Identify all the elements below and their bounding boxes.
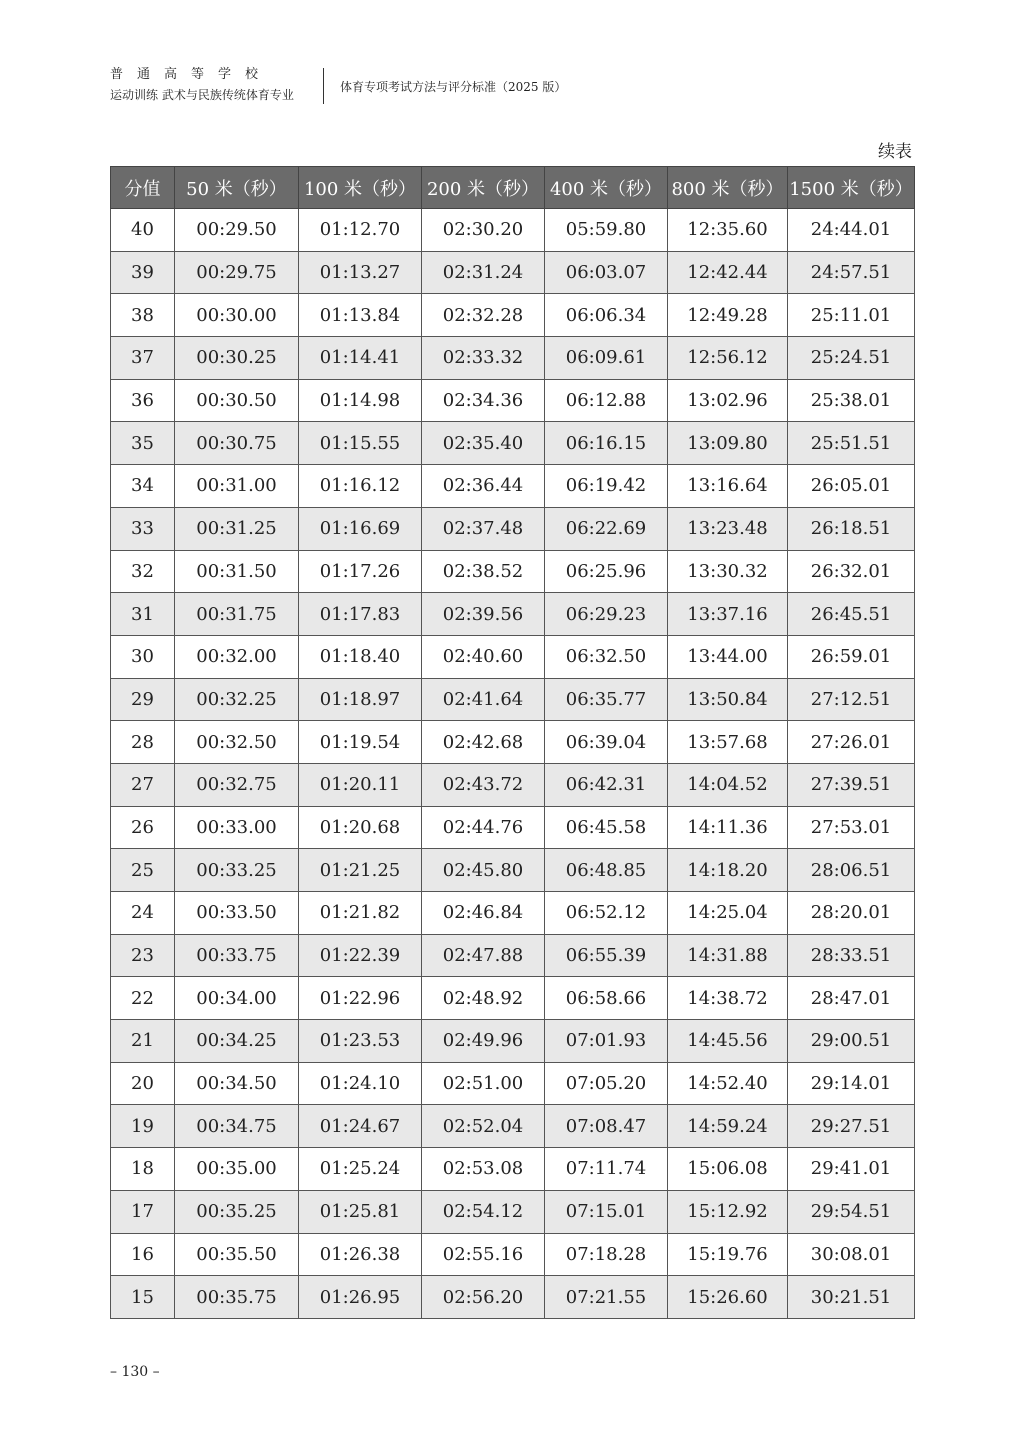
table-row [111, 635, 915, 678]
table-row [111, 337, 915, 380]
table-row [111, 892, 915, 935]
time-cell: 13:16.64 [668, 465, 788, 508]
time-cell: 00:30.75 [175, 422, 299, 465]
time-cell: 07:21.55 [545, 1276, 668, 1319]
score-cell: 31 [111, 593, 175, 636]
time-cell: 25:38.01 [788, 379, 915, 422]
time-cell: 06:29.23 [545, 593, 668, 636]
score-cell: 30 [111, 635, 175, 678]
table-row [111, 1020, 915, 1063]
time-cell: 26:45.51 [788, 593, 915, 636]
time-cell: 15:19.76 [668, 1233, 788, 1276]
time-cell: 00:29.50 [175, 209, 299, 252]
time-cell: 02:55.16 [422, 1233, 545, 1276]
time-cell: 13:37.16 [668, 593, 788, 636]
time-cell: 29:00.51 [788, 1020, 915, 1063]
score-cell: 19 [111, 1105, 175, 1148]
time-cell: 06:09.61 [545, 337, 668, 380]
time-cell: 14:25.04 [668, 892, 788, 935]
time-cell: 15:06.08 [668, 1148, 788, 1191]
time-cell: 06:45.58 [545, 806, 668, 849]
score-cell: 22 [111, 977, 175, 1020]
time-cell: 06:03.07 [545, 251, 668, 294]
time-cell: 06:55.39 [545, 934, 668, 977]
table-row [111, 465, 915, 508]
time-cell: 25:24.51 [788, 337, 915, 380]
table-row [111, 849, 915, 892]
time-cell: 05:59.80 [545, 209, 668, 252]
table-row [111, 507, 915, 550]
time-cell: 01:16.69 [299, 507, 422, 550]
time-cell: 15:26.60 [668, 1276, 788, 1319]
column-header-100m: 100 米（秒） [299, 167, 422, 209]
time-cell: 29:41.01 [788, 1148, 915, 1191]
time-cell: 01:14.98 [299, 379, 422, 422]
time-cell: 14:52.40 [668, 1062, 788, 1105]
score-cell: 23 [111, 934, 175, 977]
time-cell: 12:56.12 [668, 337, 788, 380]
time-cell: 01:18.97 [299, 678, 422, 721]
table-row [111, 209, 915, 252]
time-cell: 06:39.04 [545, 721, 668, 764]
header-institution: 普通高等学校 [110, 67, 273, 82]
time-cell: 06:12.88 [545, 379, 668, 422]
time-cell: 02:44.76 [422, 806, 545, 849]
time-cell: 01:22.39 [299, 934, 422, 977]
time-cell: 06:32.50 [545, 635, 668, 678]
time-cell: 24:57.51 [788, 251, 915, 294]
time-cell: 29:14.01 [788, 1062, 915, 1105]
time-cell: 00:30.25 [175, 337, 299, 380]
time-cell: 13:09.80 [668, 422, 788, 465]
time-cell: 12:35.60 [668, 209, 788, 252]
table-row [111, 379, 915, 422]
score-cell: 21 [111, 1020, 175, 1063]
time-cell: 02:56.20 [422, 1276, 545, 1319]
time-cell: 01:23.53 [299, 1020, 422, 1063]
time-cell: 00:34.50 [175, 1062, 299, 1105]
time-cell: 00:30.00 [175, 294, 299, 337]
table-row [111, 1190, 915, 1233]
time-cell: 02:30.20 [422, 209, 545, 252]
time-cell: 01:22.96 [299, 977, 422, 1020]
time-cell: 30:21.51 [788, 1276, 915, 1319]
score-cell: 34 [111, 465, 175, 508]
time-cell: 30:08.01 [788, 1233, 915, 1276]
time-cell: 00:33.25 [175, 849, 299, 892]
score-cell: 27 [111, 763, 175, 806]
score-cell: 25 [111, 849, 175, 892]
time-cell: 06:22.69 [545, 507, 668, 550]
score-cell: 26 [111, 806, 175, 849]
time-cell: 06:58.66 [545, 977, 668, 1020]
time-cell: 02:41.64 [422, 678, 545, 721]
time-cell: 07:01.93 [545, 1020, 668, 1063]
time-cell: 00:35.00 [175, 1148, 299, 1191]
time-cell: 25:11.01 [788, 294, 915, 337]
time-cell: 00:32.00 [175, 635, 299, 678]
score-cell: 28 [111, 721, 175, 764]
time-cell: 13:57.68 [668, 721, 788, 764]
time-cell: 00:35.75 [175, 1276, 299, 1319]
time-cell: 06:48.85 [545, 849, 668, 892]
time-cell: 01:21.25 [299, 849, 422, 892]
table-row [111, 977, 915, 1020]
time-cell: 02:51.00 [422, 1062, 545, 1105]
table-row [111, 934, 915, 977]
score-table [110, 166, 915, 1319]
score-cell: 36 [111, 379, 175, 422]
time-cell: 02:32.28 [422, 294, 545, 337]
score-cell: 24 [111, 892, 175, 935]
time-cell: 13:50.84 [668, 678, 788, 721]
column-header-200m: 200 米（秒） [422, 167, 545, 209]
time-cell: 13:44.00 [668, 635, 788, 678]
table-row [111, 1062, 915, 1105]
time-cell: 02:39.56 [422, 593, 545, 636]
time-cell: 27:12.51 [788, 678, 915, 721]
time-cell: 02:49.96 [422, 1020, 545, 1063]
time-cell: 15:12.92 [668, 1190, 788, 1233]
score-cell: 37 [111, 337, 175, 380]
time-cell: 14:38.72 [668, 977, 788, 1020]
header-major: 运动训练 武术与民族传统体育专业 [110, 88, 294, 102]
time-cell: 01:24.10 [299, 1062, 422, 1105]
score-cell: 17 [111, 1190, 175, 1233]
table-row [111, 1276, 915, 1319]
time-cell: 00:34.25 [175, 1020, 299, 1063]
time-cell: 00:33.50 [175, 892, 299, 935]
time-cell: 26:32.01 [788, 550, 915, 593]
time-cell: 00:34.00 [175, 977, 299, 1020]
header-divider [323, 68, 324, 104]
time-cell: 01:17.83 [299, 593, 422, 636]
time-cell: 27:53.01 [788, 806, 915, 849]
time-cell: 28:20.01 [788, 892, 915, 935]
score-cell: 32 [111, 550, 175, 593]
time-cell: 14:11.36 [668, 806, 788, 849]
time-cell: 26:18.51 [788, 507, 915, 550]
time-cell: 01:13.27 [299, 251, 422, 294]
time-cell: 26:59.01 [788, 635, 915, 678]
time-cell: 01:26.38 [299, 1233, 422, 1276]
time-cell: 02:38.52 [422, 550, 545, 593]
time-cell: 13:02.96 [668, 379, 788, 422]
time-cell: 14:45.56 [668, 1020, 788, 1063]
score-cell: 40 [111, 209, 175, 252]
time-cell: 02:54.12 [422, 1190, 545, 1233]
time-cell: 00:30.50 [175, 379, 299, 422]
time-cell: 06:52.12 [545, 892, 668, 935]
score-cell: 35 [111, 422, 175, 465]
time-cell: 02:52.04 [422, 1105, 545, 1148]
table-row [111, 294, 915, 337]
time-cell: 01:16.12 [299, 465, 422, 508]
time-cell: 00:31.25 [175, 507, 299, 550]
time-cell: 02:34.36 [422, 379, 545, 422]
time-cell: 02:45.80 [422, 849, 545, 892]
time-cell: 06:06.34 [545, 294, 668, 337]
time-cell: 07:15.01 [545, 1190, 668, 1233]
time-cell: 00:32.50 [175, 721, 299, 764]
time-cell: 01:24.67 [299, 1105, 422, 1148]
table-row [111, 1105, 915, 1148]
time-cell: 29:54.51 [788, 1190, 915, 1233]
time-cell: 02:35.40 [422, 422, 545, 465]
time-cell: 00:35.50 [175, 1233, 299, 1276]
time-cell: 01:25.24 [299, 1148, 422, 1191]
time-cell: 29:27.51 [788, 1105, 915, 1148]
time-cell: 02:31.24 [422, 251, 545, 294]
time-cell: 12:42.44 [668, 251, 788, 294]
time-cell: 14:04.52 [668, 763, 788, 806]
time-cell: 01:15.55 [299, 422, 422, 465]
column-header-800m: 800 米（秒） [668, 167, 788, 209]
table-row [111, 593, 915, 636]
time-cell: 02:42.68 [422, 721, 545, 764]
time-cell: 06:25.96 [545, 550, 668, 593]
time-cell: 24:44.01 [788, 209, 915, 252]
time-cell: 01:17.26 [299, 550, 422, 593]
time-cell: 02:36.44 [422, 465, 545, 508]
table-body [111, 209, 915, 1319]
time-cell: 14:31.88 [668, 934, 788, 977]
time-cell: 00:33.75 [175, 934, 299, 977]
column-header-score: 分值 [111, 167, 175, 209]
table-row [111, 678, 915, 721]
time-cell: 00:32.25 [175, 678, 299, 721]
table-row [111, 1233, 915, 1276]
table-row [111, 806, 915, 849]
header-title: 体育专项考试方法与评分标准（2025 版） [340, 80, 567, 94]
score-cell: 16 [111, 1233, 175, 1276]
time-cell: 28:47.01 [788, 977, 915, 1020]
table-header-row [111, 167, 915, 209]
time-cell: 00:34.75 [175, 1105, 299, 1148]
continued-label: 续表 [878, 142, 912, 162]
time-cell: 07:05.20 [545, 1062, 668, 1105]
table-row [111, 763, 915, 806]
page-number: – 130 – [110, 1364, 160, 1380]
time-cell: 01:26.95 [299, 1276, 422, 1319]
time-cell: 00:31.00 [175, 465, 299, 508]
time-cell: 14:59.24 [668, 1105, 788, 1148]
time-cell: 13:30.32 [668, 550, 788, 593]
score-cell: 18 [111, 1148, 175, 1191]
header-left [110, 66, 310, 104]
time-cell: 06:16.15 [545, 422, 668, 465]
time-cell: 02:37.48 [422, 507, 545, 550]
time-cell: 07:18.28 [545, 1233, 668, 1276]
time-cell: 02:48.92 [422, 977, 545, 1020]
table-row [111, 1148, 915, 1191]
time-cell: 00:31.50 [175, 550, 299, 593]
time-cell: 12:49.28 [668, 294, 788, 337]
time-cell: 01:18.40 [299, 635, 422, 678]
time-cell: 02:43.72 [422, 763, 545, 806]
time-cell: 06:19.42 [545, 465, 668, 508]
time-cell: 01:12.70 [299, 209, 422, 252]
table-row [111, 422, 915, 465]
time-cell: 28:33.51 [788, 934, 915, 977]
time-cell: 27:26.01 [788, 721, 915, 764]
time-cell: 27:39.51 [788, 763, 915, 806]
time-cell: 02:40.60 [422, 635, 545, 678]
time-cell: 01:13.84 [299, 294, 422, 337]
time-cell: 01:25.81 [299, 1190, 422, 1233]
time-cell: 01:21.82 [299, 892, 422, 935]
time-cell: 14:18.20 [668, 849, 788, 892]
time-cell: 07:08.47 [545, 1105, 668, 1148]
table-row [111, 550, 915, 593]
time-cell: 00:29.75 [175, 251, 299, 294]
table-row [111, 721, 915, 764]
time-cell: 01:20.68 [299, 806, 422, 849]
score-cell: 20 [111, 1062, 175, 1105]
table-row [111, 251, 915, 294]
column-header-400m: 400 米（秒） [545, 167, 668, 209]
time-cell: 25:51.51 [788, 422, 915, 465]
score-cell: 38 [111, 294, 175, 337]
score-cell: 33 [111, 507, 175, 550]
time-cell: 28:06.51 [788, 849, 915, 892]
time-cell: 13:23.48 [668, 507, 788, 550]
time-cell: 00:33.00 [175, 806, 299, 849]
time-cell: 00:35.25 [175, 1190, 299, 1233]
time-cell: 01:14.41 [299, 337, 422, 380]
column-header-1500m: 1500 米（秒） [788, 167, 915, 209]
time-cell: 01:20.11 [299, 763, 422, 806]
time-cell: 07:11.74 [545, 1148, 668, 1191]
time-cell: 06:42.31 [545, 763, 668, 806]
time-cell: 02:47.88 [422, 934, 545, 977]
time-cell: 02:53.08 [422, 1148, 545, 1191]
time-cell: 02:33.32 [422, 337, 545, 380]
column-header-50m: 50 米（秒） [175, 167, 299, 209]
time-cell: 26:05.01 [788, 465, 915, 508]
time-cell: 06:35.77 [545, 678, 668, 721]
score-cell: 39 [111, 251, 175, 294]
time-cell: 02:46.84 [422, 892, 545, 935]
time-cell: 00:31.75 [175, 593, 299, 636]
time-cell: 00:32.75 [175, 763, 299, 806]
score-cell: 15 [111, 1276, 175, 1319]
time-cell: 01:19.54 [299, 721, 422, 764]
score-cell: 29 [111, 678, 175, 721]
